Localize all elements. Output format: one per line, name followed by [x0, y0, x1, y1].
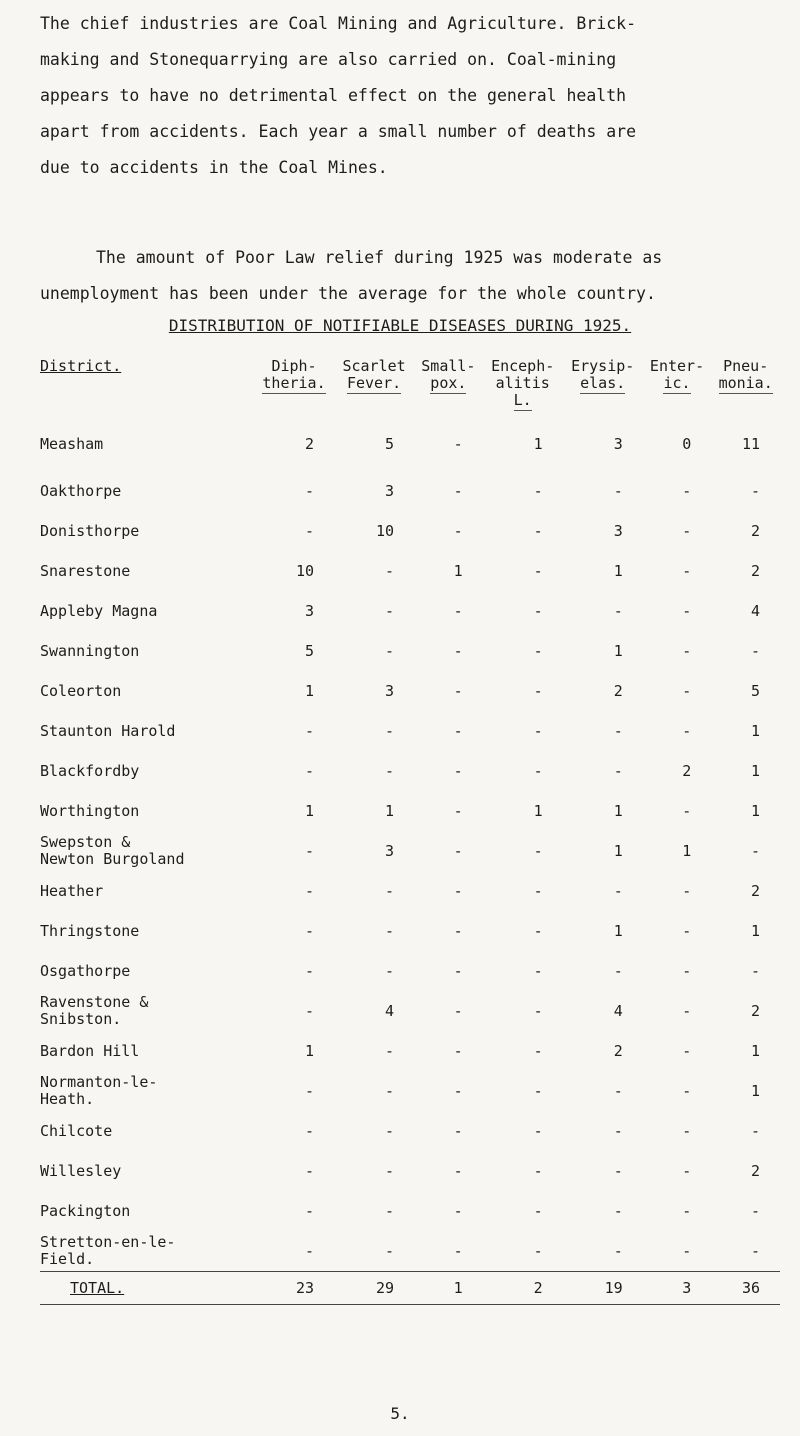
table-row: [40, 1111, 780, 1151]
intro-line: appears to have no detrimental effect on the general health: [40, 86, 627, 105]
case-count: -: [533, 762, 543, 780]
district-name: Packington: [40, 1201, 131, 1220]
total-count: 2: [483, 1272, 563, 1305]
case-count: -: [385, 1042, 395, 1060]
district-name: Heather: [40, 881, 104, 900]
district-name: Thringstone: [40, 921, 140, 940]
table-row: [40, 1191, 780, 1231]
case-count: -: [613, 1082, 623, 1100]
case-count: -: [385, 1162, 395, 1180]
case-count: 2: [613, 682, 623, 700]
case-count: -: [305, 722, 315, 740]
case-count: 2: [613, 1042, 623, 1060]
case-count: -: [682, 882, 692, 900]
case-count: -: [453, 1122, 463, 1140]
case-count: -: [533, 882, 543, 900]
table-title: [0, 316, 800, 335]
case-count: -: [533, 602, 543, 620]
case-count: -: [453, 842, 463, 860]
table-row: [40, 991, 780, 1031]
case-count: -: [305, 1122, 315, 1140]
case-count: -: [533, 722, 543, 740]
district-name: Chilcote: [40, 1121, 113, 1140]
case-count: -: [682, 1002, 692, 1020]
case-count: -: [533, 842, 543, 860]
case-count: -: [305, 1242, 315, 1260]
case-count: -: [682, 1242, 692, 1260]
case-count: 3: [613, 522, 623, 540]
case-count: -: [453, 1242, 463, 1260]
table-row: [40, 1231, 780, 1272]
table-row: [40, 631, 780, 671]
case-count: 2: [750, 562, 760, 580]
case-count: -: [453, 1042, 463, 1060]
header-pneumonia: Pneu- monia.: [718, 357, 773, 392]
case-count: -: [385, 722, 395, 740]
table-row: [40, 1151, 780, 1191]
case-count: 11: [741, 435, 760, 453]
case-count: 5: [750, 682, 760, 700]
intro-line: apart from accidents. Each year a small number of deaths are: [40, 122, 637, 141]
total-label: TOTAL.: [40, 1272, 254, 1305]
case-count: -: [613, 762, 623, 780]
case-count: -: [750, 1242, 760, 1260]
table-row: [40, 791, 780, 831]
case-count: -: [385, 922, 395, 940]
case-count: 3: [385, 682, 395, 700]
district-name: Blackfordby: [40, 761, 140, 780]
case-count: -: [682, 1082, 692, 1100]
case-count: -: [453, 882, 463, 900]
case-count: -: [305, 962, 315, 980]
case-count: 1: [682, 842, 692, 860]
case-count: 3: [305, 602, 315, 620]
case-count: -: [305, 1002, 315, 1020]
case-count: 3: [613, 435, 623, 453]
case-count: -: [533, 1082, 543, 1100]
case-count: 0: [682, 435, 692, 453]
case-count: 4: [385, 1002, 395, 1020]
case-count: -: [305, 1202, 315, 1220]
table-row: [40, 551, 780, 591]
case-count: 1: [750, 1042, 760, 1060]
poor-law-line: The amount of Poor Law relief during 1925 was moderate as: [96, 248, 663, 267]
header-diphtheria: Diph- theria.: [262, 357, 326, 392]
case-count: -: [453, 1002, 463, 1020]
header-district: District.: [40, 357, 122, 375]
district-name: Appleby Magna: [40, 601, 158, 620]
case-count: 2: [750, 522, 760, 540]
table-row: [40, 511, 780, 551]
case-count: 2: [750, 1002, 760, 1020]
poor-law-paragraph: [40, 240, 760, 312]
case-count: 1: [750, 922, 760, 940]
case-count: 1: [750, 722, 760, 740]
case-count: -: [385, 1242, 395, 1260]
case-count: -: [453, 1202, 463, 1220]
case-count: -: [533, 962, 543, 980]
total-count: 36: [711, 1272, 780, 1305]
header-encephalitis: Enceph- alitis L.: [491, 357, 555, 409]
case-count: -: [533, 1162, 543, 1180]
case-count: -: [533, 1002, 543, 1020]
case-count: -: [305, 882, 315, 900]
case-count: -: [453, 762, 463, 780]
case-count: 1: [750, 802, 760, 820]
case-count: -: [750, 1202, 760, 1220]
case-count: -: [385, 1082, 395, 1100]
case-count: -: [453, 482, 463, 500]
case-count: -: [613, 482, 623, 500]
case-count: -: [613, 602, 623, 620]
total-count: 1: [414, 1272, 483, 1305]
table-row: [40, 1071, 780, 1111]
case-count: 1: [613, 922, 623, 940]
table-row: [40, 951, 780, 991]
district-name: Osgathorpe: [40, 961, 131, 980]
case-count: -: [305, 762, 315, 780]
case-count: -: [385, 762, 395, 780]
district-name: Willesley: [40, 1161, 122, 1180]
case-count: -: [533, 1042, 543, 1060]
case-count: -: [385, 642, 395, 660]
case-count: -: [682, 1162, 692, 1180]
case-count: -: [305, 922, 315, 940]
case-count: -: [682, 802, 692, 820]
case-count: -: [682, 642, 692, 660]
table-header-row: [40, 358, 780, 417]
district-name: Oakthorpe: [40, 481, 122, 500]
district-name: Swannington: [40, 641, 140, 660]
case-count: -: [305, 482, 315, 500]
total-count: 3: [643, 1272, 712, 1305]
case-count: -: [682, 922, 692, 940]
district-name: Ravenstone & Snibston.: [40, 993, 149, 1028]
case-count: -: [533, 922, 543, 940]
district-name: Bardon Hill: [40, 1041, 140, 1060]
case-count: -: [682, 962, 692, 980]
district-name: Swepston & Newton Burgoland: [40, 833, 185, 868]
case-count: -: [533, 522, 543, 540]
case-count: -: [613, 882, 623, 900]
case-count: 1: [305, 1042, 315, 1060]
case-count: -: [453, 1162, 463, 1180]
case-count: -: [750, 482, 760, 500]
case-count: -: [750, 1122, 760, 1140]
header-enteric: Enter- ic.: [649, 357, 705, 392]
case-count: 3: [385, 842, 395, 860]
case-count: 1: [533, 435, 543, 453]
case-count: -: [385, 562, 395, 580]
case-count: -: [682, 1202, 692, 1220]
intro-line: making and Stonequarrying are also carried on. Coal-mining: [40, 50, 617, 69]
case-count: 1: [613, 802, 623, 820]
case-count: -: [453, 522, 463, 540]
case-count: -: [682, 602, 692, 620]
district-name: Stretton-en-le- Field.: [40, 1233, 176, 1268]
case-count: 10: [376, 522, 395, 540]
case-count: -: [682, 722, 692, 740]
case-count: 5: [385, 435, 395, 453]
case-count: -: [385, 1122, 395, 1140]
total-count: 29: [334, 1272, 414, 1305]
district-name: Staunton Harold: [40, 721, 176, 740]
case-count: -: [613, 1242, 623, 1260]
district-name: Normanton-le- Heath.: [40, 1073, 158, 1108]
case-count: -: [613, 1202, 623, 1220]
case-count: 1: [305, 682, 315, 700]
case-count: -: [750, 842, 760, 860]
district-name: Measham: [40, 434, 104, 453]
case-count: 2: [750, 1162, 760, 1180]
case-count: -: [453, 802, 463, 820]
district-name: Snarestone: [40, 561, 131, 580]
case-count: 10: [295, 562, 315, 580]
case-count: -: [682, 562, 692, 580]
case-count: 5: [305, 642, 315, 660]
case-count: -: [533, 482, 543, 500]
total-count: 23: [254, 1272, 334, 1305]
case-count: -: [533, 682, 543, 700]
header-smallpox: Small- pox.: [421, 357, 476, 392]
table-row: [40, 911, 780, 951]
total-row: [40, 1272, 780, 1305]
case-count: -: [453, 435, 463, 453]
intro-paragraph: [40, 6, 760, 186]
table-row: [40, 671, 780, 711]
case-count: 1: [305, 802, 315, 820]
table-row: [40, 751, 780, 791]
table-row: [40, 417, 780, 471]
case-count: -: [305, 1162, 315, 1180]
diseases-table: [40, 358, 780, 1305]
case-count: -: [533, 642, 543, 660]
case-count: 1: [385, 802, 395, 820]
district-name: Worthington: [40, 801, 140, 820]
table-title-text: DISTRIBUTION OF NOTIFIABLE DISEASES DURING 1925.: [168, 316, 632, 335]
case-count: -: [613, 1162, 623, 1180]
poor-law-line: unemployment has been under the average for the whole country.: [40, 284, 656, 303]
case-count: 1: [750, 1082, 760, 1100]
case-count: -: [305, 842, 315, 860]
header-scarlet-fever: Scarlet Fever.: [342, 357, 406, 392]
case-count: -: [385, 882, 395, 900]
case-count: -: [682, 482, 692, 500]
intro-line: The chief industries are Coal Mining and Agriculture. Brick-: [40, 14, 637, 33]
case-count: -: [682, 522, 692, 540]
case-count: -: [613, 962, 623, 980]
case-count: -: [682, 1042, 692, 1060]
case-count: -: [453, 922, 463, 940]
case-count: -: [453, 682, 463, 700]
case-count: -: [533, 1242, 543, 1260]
case-count: -: [533, 1202, 543, 1220]
case-count: 2: [750, 882, 760, 900]
total-count: 19: [563, 1272, 643, 1305]
table-body: [40, 417, 780, 1305]
case-count: -: [750, 962, 760, 980]
case-count: 4: [613, 1002, 623, 1020]
case-count: -: [453, 962, 463, 980]
case-count: 1: [613, 642, 623, 660]
case-count: 2: [682, 762, 692, 780]
case-count: -: [453, 602, 463, 620]
intro-line: due to accidents in the Coal Mines.: [40, 158, 388, 177]
case-count: 3: [385, 482, 395, 500]
table-row: [40, 1031, 780, 1071]
header-erysipelas: Erysip- elas.: [571, 357, 635, 392]
case-count: 1: [453, 562, 463, 580]
case-count: -: [533, 1122, 543, 1140]
case-count: 4: [750, 602, 760, 620]
case-count: -: [533, 562, 543, 580]
table-row: [40, 871, 780, 911]
case-count: -: [385, 962, 395, 980]
case-count: -: [453, 642, 463, 660]
table-row: [40, 471, 780, 511]
case-count: -: [385, 602, 395, 620]
case-count: 1: [613, 842, 623, 860]
case-count: -: [613, 722, 623, 740]
table-row: [40, 711, 780, 751]
page-number: 5.: [390, 1404, 410, 1423]
case-count: -: [453, 722, 463, 740]
case-count: -: [305, 1082, 315, 1100]
case-count: -: [305, 522, 315, 540]
district-name: Coleorton: [40, 681, 122, 700]
table-row: [40, 831, 780, 871]
case-count: -: [682, 682, 692, 700]
district-name: Donisthorpe: [40, 521, 140, 540]
case-count: 1: [750, 762, 760, 780]
table-row: [40, 591, 780, 631]
case-count: 1: [613, 562, 623, 580]
case-count: -: [613, 1122, 623, 1140]
case-count: -: [453, 1082, 463, 1100]
case-count: -: [750, 642, 760, 660]
case-count: 2: [305, 435, 315, 453]
case-count: -: [682, 1122, 692, 1140]
case-count: 1: [533, 802, 543, 820]
case-count: -: [385, 1202, 395, 1220]
